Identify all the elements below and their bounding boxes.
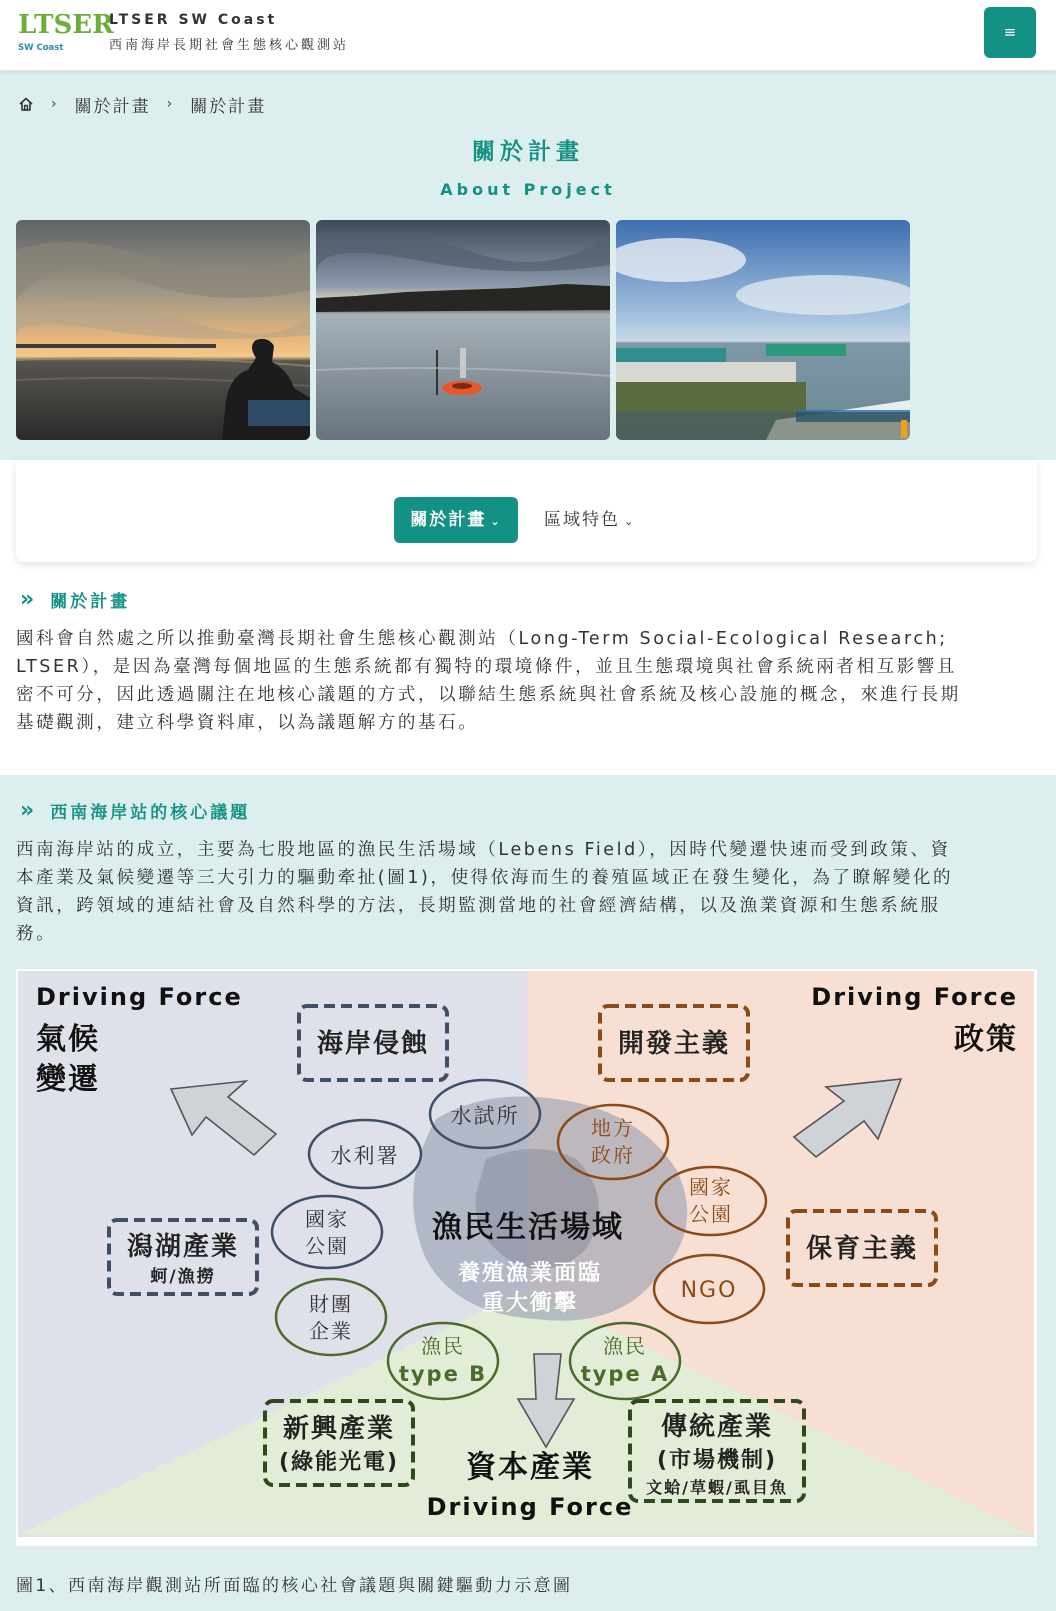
box-emerging-sub: (綠能光電) — [278, 1450, 400, 1475]
box-emerging-industry: 新興產業 — [282, 1414, 396, 1444]
double-chevron-icon: » — [20, 797, 33, 823]
breadcrumb — [17, 93, 266, 115]
driving-force-diagram — [16, 969, 1037, 1546]
logo-subtitle: SW Coast — [18, 43, 64, 53]
oval-local-gov-1: 地方 — [591, 1116, 635, 1140]
lagoon-buoy-photo — [316, 220, 610, 440]
oval-fisher-a-1: 漁民 — [603, 1334, 647, 1358]
figure-caption: 圖1、西南海岸觀測站所面臨的核心社會議題與關鍵驅動力示意圖 — [16, 1576, 573, 1596]
center-sub-2: 重大衝擊 — [481, 1291, 579, 1316]
oval-water-resources: 水利署 — [330, 1144, 400, 1168]
chevron-down-icon: ⌄ — [490, 515, 502, 528]
oval-national-park-left-2: 公園 — [305, 1234, 349, 1258]
df-policy-label: Driving Force — [811, 983, 1018, 1011]
double-chevron-icon: » — [20, 586, 33, 612]
df-capital-title: 資本產業 — [466, 1450, 594, 1485]
sunset-boat-photo — [16, 220, 310, 440]
about-paragraph: 國科會自然處之所以推動臺灣長期社會生態核心觀測站（Long-Term Social-Ecological Research; LTSER），是因為臺灣每個地區的生態系統都有獨特的環境條件，並且生態環境與社會系統兩者相互影響且 密不可分，因此透過關注在地核心議題的方式，以聯結生態系統與社會系統及核心設施的概念，來進行長期 基礎觀測，建立科學資料庫，以為議題解方的基石。 — [16, 629, 961, 733]
chevron-right-icon: › — [51, 96, 59, 112]
section-tabs — [16, 460, 1037, 562]
oval-national-park-left-1: 國家 — [305, 1207, 349, 1231]
oval-ngo: NGO — [680, 1278, 738, 1303]
chevron-right-icon: › — [166, 96, 175, 112]
oval-local-gov-2: 政府 — [591, 1143, 635, 1167]
oval-fisher-b-1: 漁民 — [421, 1334, 465, 1358]
box-lagoon-sub: 蚵/漁撈 — [150, 1267, 216, 1287]
breadcrumb-item-current: 關於計畫 — [190, 96, 267, 117]
brand-title[interactable]: LTSER SW Coast — [109, 12, 278, 28]
chevron-down-icon: ⌄ — [624, 515, 636, 528]
center-title: 漁民生活場域 — [432, 1210, 624, 1245]
page-title: 關於計畫 — [472, 139, 584, 165]
core-paragraph: 西南海岸站的成立，主要為七股地區的漁民生活場域（Lebens Field），因時代變遷快速而受到政策、資 本產業及氣候變遷等三大引力的驅動牽扯(圖1)，使得依海而生的養殖區域正在發生變化，為了瞭解變化的 資訊，跨領域的連結社會及自然科學的方法，長期監測當地的社會經濟結構，以及漁業資源和生態系統服 務。 — [16, 840, 954, 944]
box-traditional-species: 文蛤/草蝦/虱目魚 — [646, 1478, 788, 1497]
box-conservation: 保育主義 — [805, 1234, 919, 1264]
home-icon[interactable] — [17, 95, 35, 113]
oval-fisheries-institute: 水試所 — [450, 1104, 520, 1128]
df-policy-title: 政策 — [954, 1022, 1018, 1057]
harbor-pier-photo — [616, 220, 910, 440]
breadcrumb-item[interactable]: 關於計畫 — [74, 96, 151, 117]
logo-wordmark: LTSER — [18, 10, 114, 40]
oval-corporation-1: 財團 — [309, 1292, 353, 1316]
hamburger-menu-button[interactable] — [984, 7, 1036, 58]
hero-section — [0, 71, 1056, 460]
df-climate-label: Driving Force — [36, 983, 243, 1011]
oval-fisher-b-2: type B — [398, 1362, 488, 1386]
hamburger-icon: ≡ — [1003, 23, 1017, 41]
section-heading: » 關於計畫 — [20, 586, 131, 612]
section-heading: » 西南海岸站的核心議題 — [20, 797, 251, 823]
df-capital-label: Driving Force — [426, 1493, 634, 1521]
page-subtitle: About Project — [440, 180, 616, 199]
site-logo[interactable] — [18, 10, 114, 54]
box-coastal-erosion: 海岸侵蝕 — [316, 1029, 430, 1059]
box-traditional-sub: (市場機制) — [656, 1448, 778, 1473]
tab-regional-features[interactable]: 區域特色 ⌄ — [544, 510, 636, 530]
oval-national-park-right-2: 公園 — [689, 1202, 733, 1226]
about-section — [0, 575, 1056, 775]
box-traditional-industry: 傳統產業 — [660, 1412, 774, 1442]
core-issues-section — [0, 775, 1056, 1611]
df-climate-title-2: 變遷 — [36, 1062, 100, 1097]
oval-corporation-2: 企業 — [309, 1319, 353, 1343]
tab-about-project[interactable]: 關於計畫 ⌄ — [394, 497, 518, 543]
brand-subtitle[interactable]: 西南海岸長期社會生態核心觀測站 — [109, 38, 350, 53]
center-sub-1: 養殖漁業面臨 — [457, 1261, 603, 1286]
df-climate-title-1: 氣候 — [36, 1022, 100, 1057]
oval-national-park-right-1: 國家 — [689, 1175, 733, 1199]
top-navbar — [0, 0, 1056, 71]
box-development: 開發主義 — [617, 1029, 731, 1059]
oval-fisher-a-2: type A — [580, 1362, 670, 1386]
box-lagoon-industry: 潟湖產業 — [126, 1232, 240, 1262]
